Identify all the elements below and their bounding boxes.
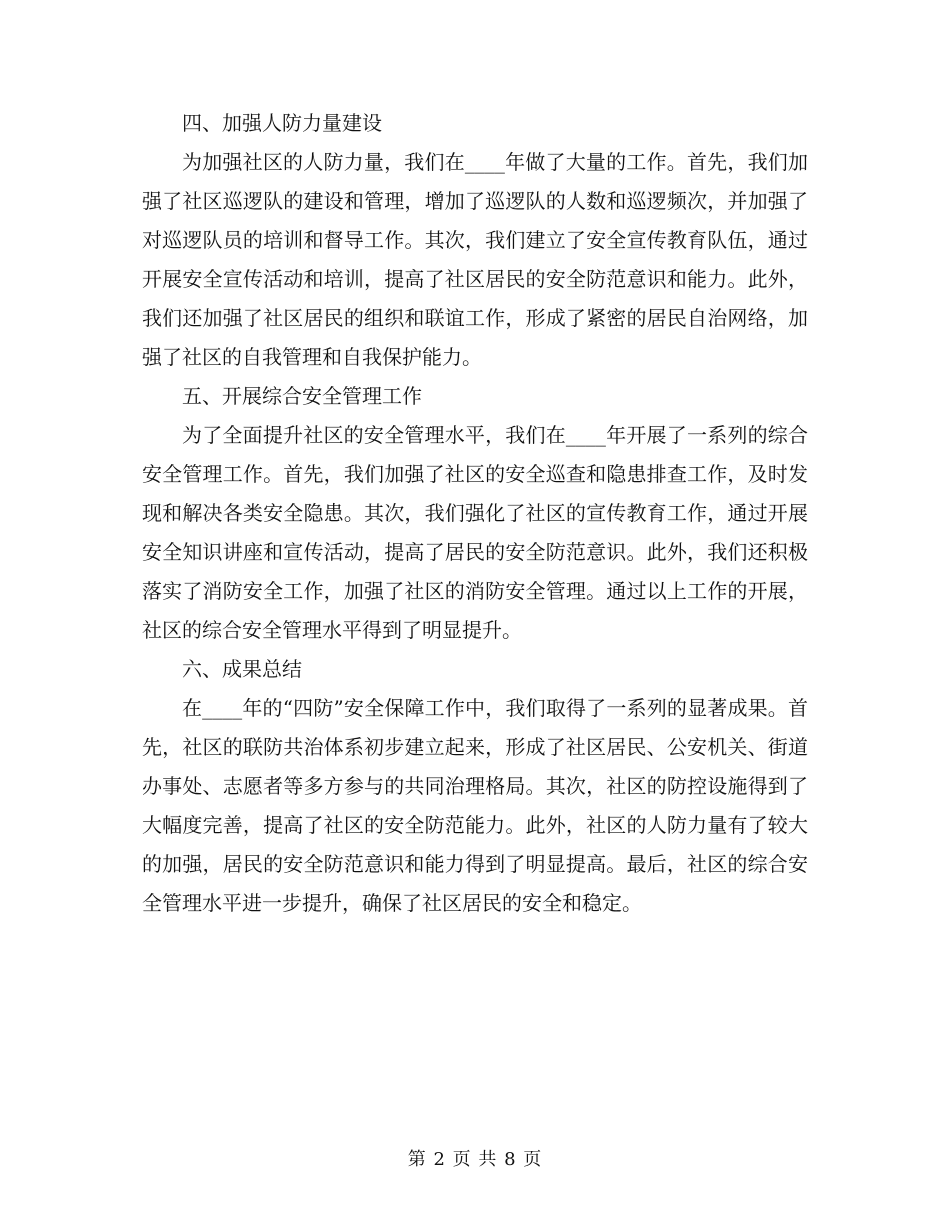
section-paragraph: 为了全面提升社区的安全管理水平，我们在____年开展了一系列的综合安全管理工作。首先，我们加强了社区的安全巡查和隐患排查工作，及时发现和解决各类安全隐患。其次，我们强化了社区的宣传教育工作，通过开展安全知识讲座和宣传活动，提高了居民的安全防范意识。此外，我们还积极落实了消防安全工作，加强了社区的消防安全管理。通过以上工作的开展，社区的综合安全管理水平得到了明显提升。 (142, 423, 808, 642)
section-heading: 六、成果总结 (182, 657, 302, 681)
section-civil-defense (142, 104, 808, 377)
section-heading: 四、加强人防力量建设 (182, 111, 382, 135)
section-summary (142, 650, 808, 923)
section-paragraph: 为加强社区的人防力量，我们在____年做了大量的工作。首先，我们加强了社区巡逻队的建设和管理，增加了巡逻队的人数和巡逻频次，并加强了对巡逻队员的培训和督导工作。其次，我们建立了安全宣传教育队伍，通过开展安全宣传活动和培训，提高了社区居民的安全防范意识和能力。此外，我们还加强了社区居民的组织和联谊工作，形成了紧密的居民自治网络，加强了社区的自我管理和自我保护能力。 (142, 150, 808, 369)
section-safety-management (142, 377, 808, 650)
section-heading: 五、开展综合安全管理工作 (182, 384, 422, 408)
document-page (142, 104, 808, 923)
page-number-footer: 第 2 页 共 8 页 (407, 1149, 543, 1170)
section-paragraph: 在____年的“四防”安全保障工作中，我们取得了一系列的显著成果。首先，社区的联防共治体系初步建立起来，形成了社区居民、公安机关、街道办事处、志愿者等多方参与的共同治理格局。其次，社区的防控设施得到了大幅度完善，提高了社区的安全防范能力。此外，社区的人防力量有了较大的加强，居民的安全防范意识和能力得到了明显提高。最后，社区的综合安全管理水平进一步提升，确保了社区居民的安全和稳定。 (142, 696, 808, 915)
